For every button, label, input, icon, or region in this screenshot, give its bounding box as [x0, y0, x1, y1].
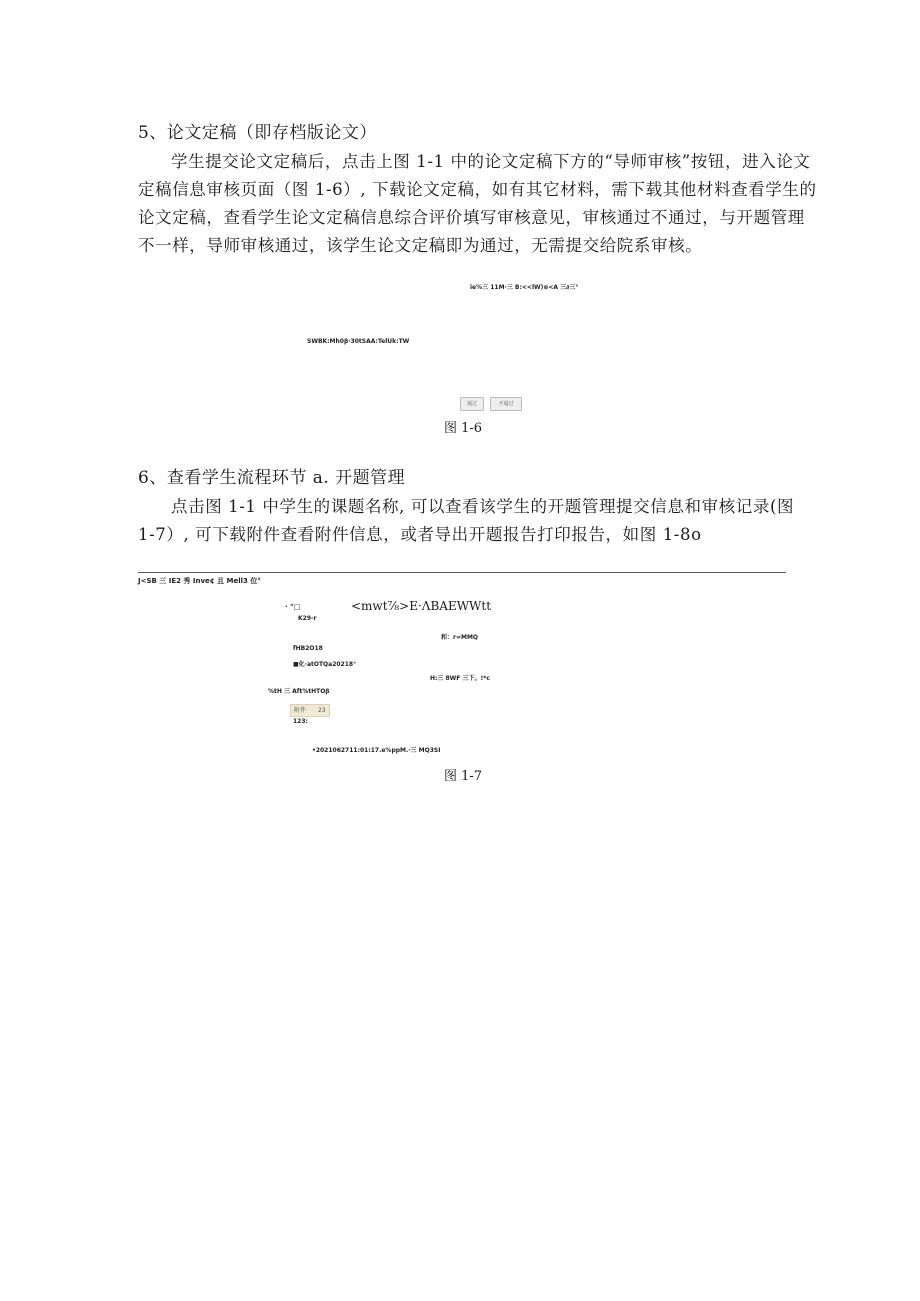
section-5-heading: 5、论文定稿（即存档版论文）: [138, 123, 377, 143]
paragraph-line: 1-7）, 可下载附件查看附件信息，或者导出开题报告打印报告，如图 1-8o: [138, 525, 702, 544]
paragraph-line: 学生提交论文定稿后，点击上图 1-1 中的论文定稿下方的“导师审核”按钮，进入论文: [171, 152, 811, 171]
pass-button[interactable]: 通过: [460, 397, 484, 411]
figure-7-title: <mwt⅞>E·ΛBAEWWtt: [351, 599, 492, 613]
figure-7-dot-text: · "□: [285, 603, 301, 611]
figure-7-header-text: J<SB 三 IE2 秀 Inve¢ 且 Mell3 位°: [138, 577, 261, 585]
figure-7-row-5: H:三 8WF 三下。!*c: [430, 675, 490, 682]
figure-7-row-6: %tH 三 Aft%tHTOβ: [268, 688, 330, 695]
section-6-paragraph: [138, 493, 795, 549]
figure-6-caption: 图 1-6: [444, 421, 483, 436]
paragraph-line: 不一样，导师审核通过，该学生论文定稿即为通过，无需提交给院系审核。: [138, 236, 703, 255]
paragraph-line: 论文定稿，查看学生论文定稿信息综合评价填写审核意见，审核通过不通过，与开题管理: [138, 208, 805, 227]
figure-7-top-rule: [138, 572, 786, 573]
figure-7-row-4: ■化·atOTQa20218°: [293, 661, 357, 668]
figure-7-caption: 图 1-7: [444, 769, 483, 784]
section-5-paragraph: [138, 148, 817, 260]
attachment-tag-label: 附件: [294, 707, 307, 714]
paragraph-line: 定稿信息审核页面（图 1-6）, 下载论文定稿，如有其它材料，需下载其他材料查看学生的: [138, 180, 817, 199]
fail-button[interactable]: 不通过: [490, 397, 522, 411]
figure-6-top-text: ie%三 11M·三 B:<<lW)⊕<A 三∂三°: [470, 284, 579, 291]
figure-7-row-7: 123:: [293, 718, 308, 725]
section-6-heading: 6、查看学生流程环节 a. 开题管理: [138, 468, 406, 488]
figure-7-row-3: fHB2O18: [293, 645, 323, 652]
figure-7-row-8: •20210627​11:01:17.e%ppM.·三 MQ3SI: [312, 747, 441, 754]
figure-7-row-1: K29-r: [298, 615, 317, 622]
attachment-tag[interactable]: [290, 704, 330, 717]
figure-7-row-2: 和：r=MMQ: [441, 634, 479, 641]
attachment-tag-value: 23: [317, 707, 326, 714]
figure-6-mid-text: SWBK:Mh0β·30tSAA:TelUk:TW: [307, 338, 410, 345]
paragraph-line: 点击图 1-1 中学生的课题名称, 可以查看该学生的开题管理提交信息和审核记录(图: [171, 497, 795, 516]
